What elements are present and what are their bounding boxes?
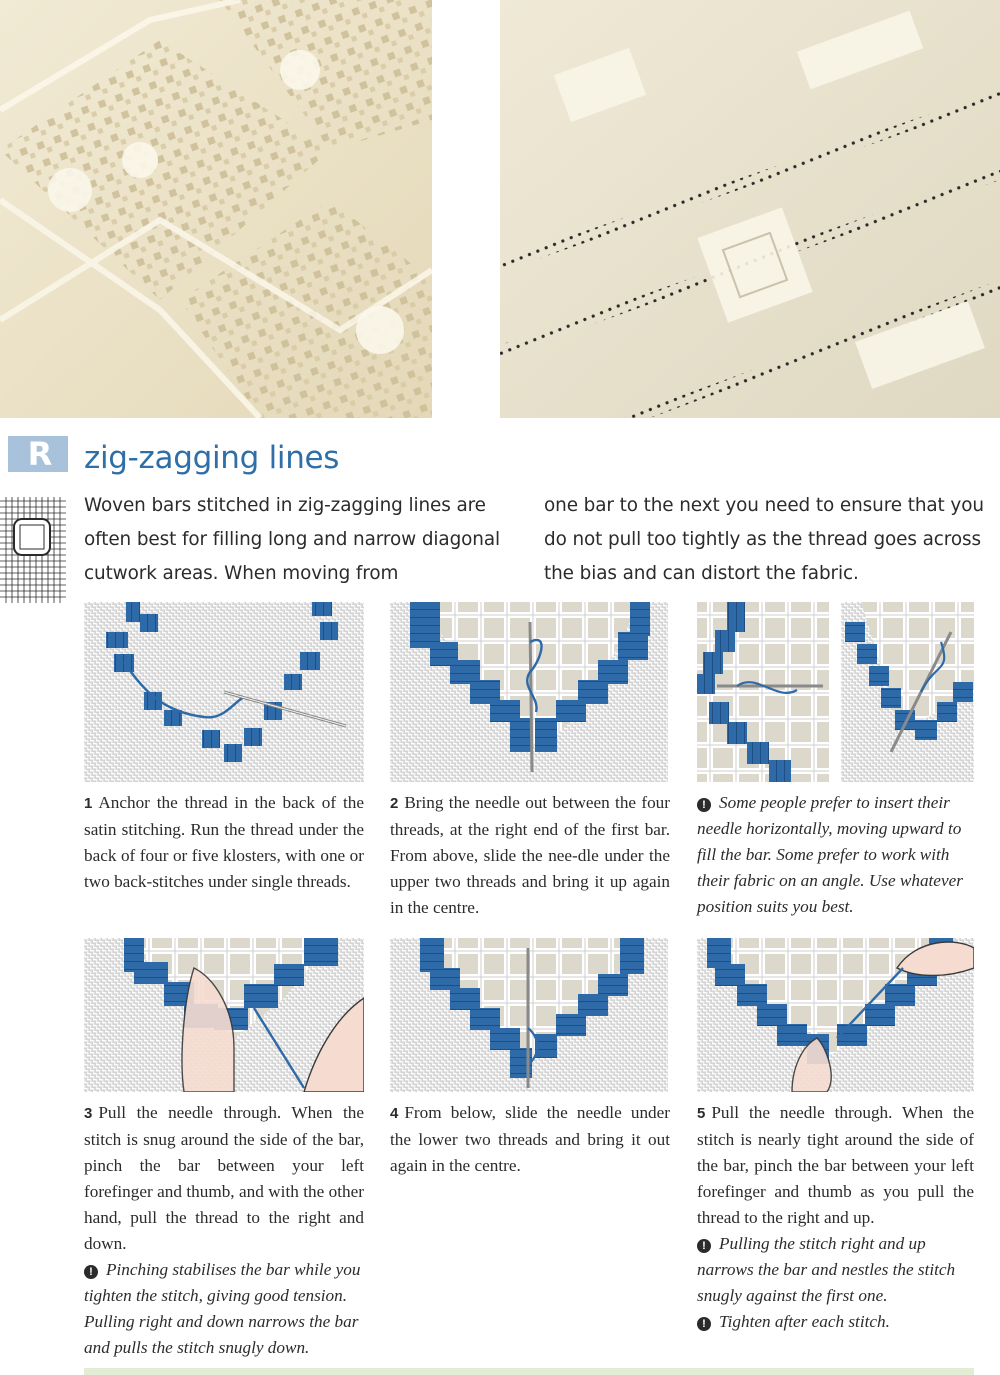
hardanger-photo-left <box>0 0 432 418</box>
step-2-text: Bring the needle out between the four threads, at the right end of the first bar. From above, slide the nee-dle under the upper two threads and bring it up again in the centre. <box>390 793 670 917</box>
tip-pulling-text: Pulling the stitch right and up narrows the bar and nestles the stitch snugly against the first one. <box>697 1234 956 1305</box>
step-3-illustration <box>84 938 364 1092</box>
step-3-text: Pull the needle through. When the stitch is snug around the side of the bar, pinch the bar between your left forefinger and thumb, and with the other hand, pull the thread to the right and down. <box>84 1103 364 1253</box>
step-2-caption <box>390 790 670 921</box>
tip-info-icon: ! <box>84 1265 98 1279</box>
step-3-caption <box>84 1100 364 1361</box>
tip-illustration-horizontal <box>697 602 829 782</box>
hardanger-photo-right <box>500 0 1000 418</box>
intro-text-right: one bar to the next you need to ensure that you do not pull too tightly as the thread goes across the bias and can distort the fabric. <box>544 495 984 584</box>
step-2-number: 2 <box>390 795 399 812</box>
bottom-divider <box>84 1368 974 1375</box>
step-1-illustration <box>84 602 364 782</box>
step-3-number: 3 <box>84 1105 93 1122</box>
tip-info-icon: ! <box>697 1239 711 1253</box>
tip-angle-text: Some people prefer to insert their needle horizontally, moving upward to fill the bar. Some prefer to work with their fabric on an angle. Use whatever position suits you best. <box>697 793 963 916</box>
section-letter-badge: R <box>8 436 68 472</box>
tip-info-icon: ! <box>697 1317 711 1331</box>
intro-text-left: Woven bars stitched in zig-zagging lines are often best for filling long and narrow diagonal cutwork areas. When moving from <box>84 495 501 584</box>
tip-info-icon: ! <box>697 798 711 812</box>
tip-illustration-angled <box>841 602 974 782</box>
step-5-illustration <box>697 938 974 1092</box>
tip-angle <box>697 790 975 920</box>
step-4-illustration <box>390 938 668 1092</box>
tip-tighten-text: Tighten after each stitch. <box>719 1312 890 1331</box>
step-5-number: 5 <box>697 1105 706 1122</box>
step-4-number: 4 <box>390 1105 399 1122</box>
section-title: zig-zagging lines <box>84 440 340 476</box>
step-2-illustration <box>390 602 668 782</box>
step-1-caption <box>84 790 364 895</box>
step-4-caption <box>390 1100 670 1179</box>
tip-pinching-text: Pinching stabilises the bar while you tighten the stitch, giving good tension. Pulling right and down narrows the bar and pulls the stitch snugly down. <box>84 1260 361 1357</box>
pattern-diagram-icon <box>0 497 66 603</box>
step-1-number: 1 <box>84 795 93 812</box>
step-5-caption <box>697 1100 974 1335</box>
step-5-text: Pull the needle through. When the stitch is nearly tight around the side of the bar, pinch the bar between your left forefinger and thumb as you pull the thread to the right and up. <box>697 1103 974 1227</box>
step-4-text: From below, slide the needle under the lower two threads and bring it out again in the centre. <box>390 1103 670 1175</box>
step-1-text: Anchor the thread in the back of the satin stitching. Run the thread under the back of four or five klosters, with one or two back-stitches under single threads. <box>84 793 364 891</box>
